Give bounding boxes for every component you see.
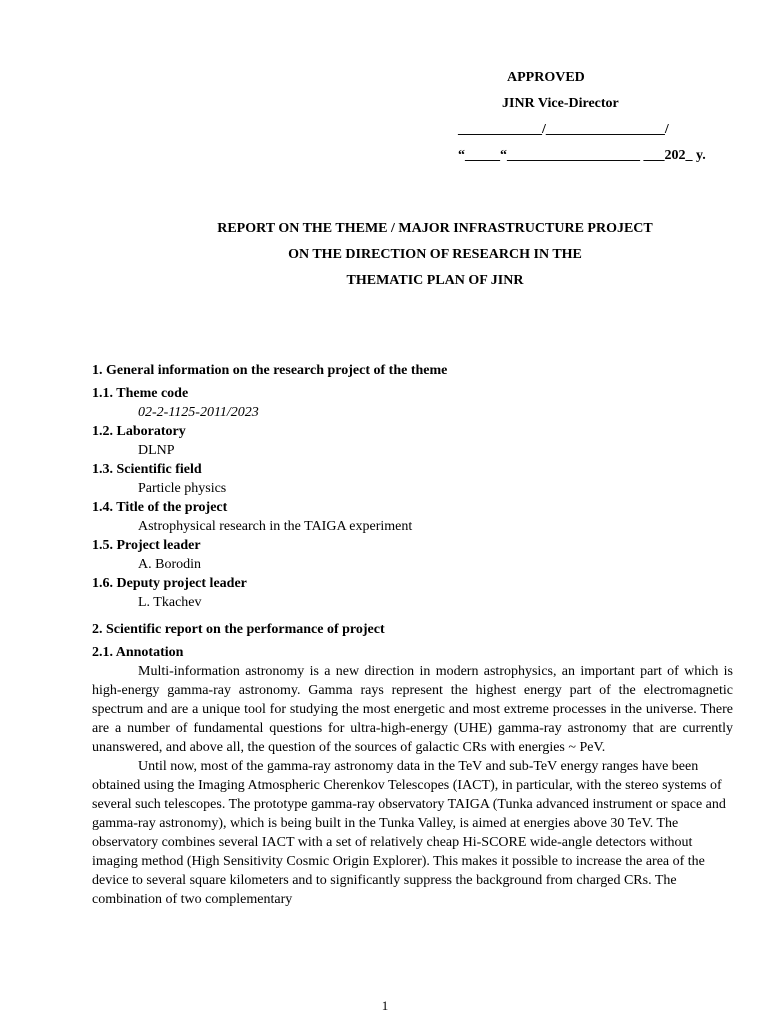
theme-code-label: 1.1. Theme code	[92, 386, 189, 401]
page-number: 1	[381, 998, 389, 1013]
laboratory-value: DLNP	[138, 443, 175, 458]
report-title	[92, 219, 770, 297]
report-content	[92, 361, 733, 909]
approval-block	[458, 68, 706, 172]
date-line: “_____“___________________ ___202_ y.	[458, 148, 706, 163]
approver-position: JINR Vice-Director	[502, 96, 619, 111]
deputy-leader-value: L. Tkachev	[138, 595, 202, 610]
theme-code-value: 02-2-1125-2011/2023	[138, 405, 259, 420]
project-title-value: Astrophysical research in the TAIGA experiment	[138, 519, 413, 534]
annotation-paragraph-1: Multi-information astronomy is a new direction in modern astrophysics, an important part of which is high-energy gamma-ray astronomy. Gamma rays represent the highest energy part of the electromagnetic spectrum and are a unique tool for studying the most energetic and most extreme processes in the universe. There are a number of fundamental questions for ultra-high-energy (UHE) gamma-ray astronomy that are currently unanswered, and above all, the question of the sources of galactic CRs with energies ~ PeV.	[92, 664, 733, 755]
section-2-heading: 2. Scientific report on the performance of project	[92, 622, 385, 637]
laboratory-label: 1.2. Laboratory	[92, 424, 186, 439]
scientific-field-value: Particle physics	[138, 481, 227, 496]
project-leader-label: 1.5. Project leader	[92, 538, 201, 553]
signature-line: ____________/_________________/	[458, 122, 669, 137]
annotation-heading: 2.1. Annotation	[92, 645, 184, 660]
title-line-2: ON THE DIRECTION OF RESEARCH IN THE	[288, 247, 582, 262]
project-leader-value: A. Borodin	[138, 557, 201, 572]
approved-label: APPROVED	[507, 70, 585, 85]
annotation-paragraph-2: Until now, most of the gamma-ray astronomy data in the TeV and sub-TeV energy ranges have been obtained using the Imaging Atmospheric Cherenkov Telescopes (IACT), in particular, with the stereo systems of several such telescopes. The prototype gamma-ray observatory TAIGA (Tunka advanced instrument or space and gamma-ray astronomy), which is being built in the Tunka Valley, is aimed at energies above 30 TeV. The observatory combines several IACT with a set of relatively cheap Hi-SCORE wide-angle detectors without imaging method (High Sensitivity Cosmic Origin Explorer). This makes it possible to increase the area of the device to several square kilometers and to significantly suppress the background from charged CRs. The combination of two complementary	[92, 759, 726, 907]
title-line-3: THEMATIC PLAN OF JINR	[346, 273, 524, 288]
project-title-label: 1.4. Title of the project	[92, 500, 228, 515]
scientific-field-label: 1.3. Scientific field	[92, 462, 202, 477]
title-line-1: REPORT ON THE THEME / MAJOR INFRASTRUCTURE PROJECT	[217, 221, 653, 236]
section-1-heading: 1. General information on the research project of the theme	[92, 363, 448, 378]
deputy-leader-label: 1.6. Deputy project leader	[92, 576, 247, 591]
